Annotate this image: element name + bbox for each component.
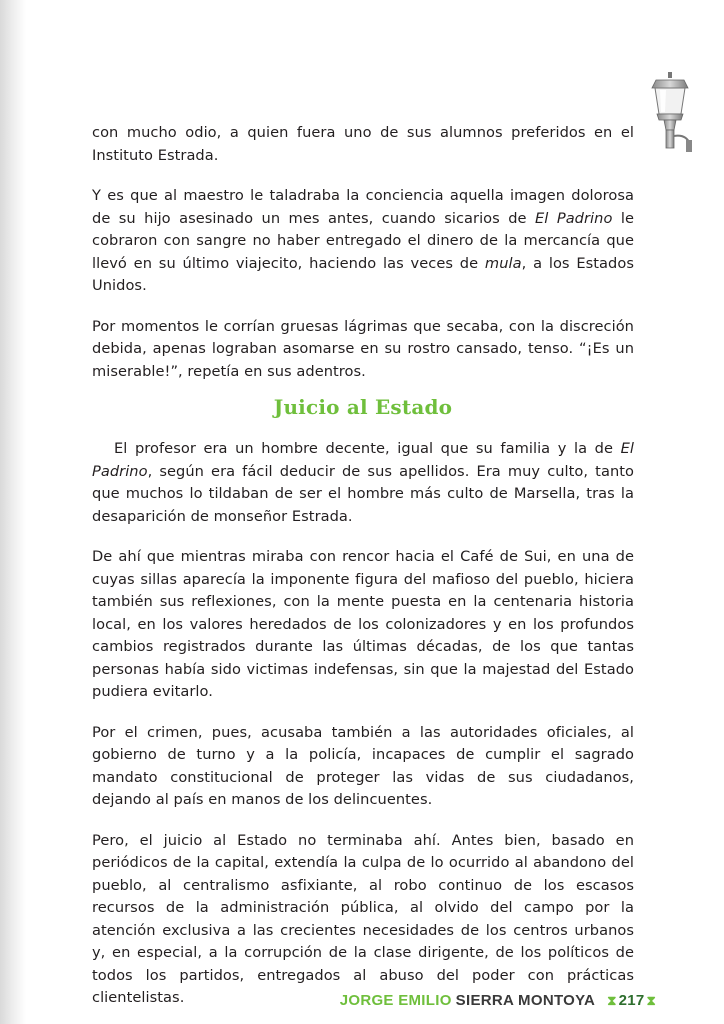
paragraph-4: El profesor era un hombre decente, igual que su familia y la de El Padrino, según era fácil deducir de sus apellidos. Era muy culto, tanto que muchos lo tildaban de ser el hombre más culto de Marsella, tras la desaparición de monseñor Estrada. [92, 440, 634, 525]
page-gutter-shadow [0, 0, 26, 1024]
page-number: 217 [618, 992, 645, 1009]
paragraph-3: Por momentos le corrían gruesas lágrimas que secaba, con la discreción debida, apenas lograban asomarse en su rostro cansado, tenso. “¡Es un miserable!”, repetía en sus adentros. [92, 317, 634, 380]
page-number-box [607, 992, 656, 1009]
paragraph-7: Pero, el juicio al Estado no terminaba ahí. Antes bien, basado en periódicos de la capital, extendía la culpa de lo ocurrido al abandono del pueblo, al centralismo asfixiante, al robo continuo de los escasos recursos de la administración pública, al olvido del campo por la atención exclusiva a las crecientes necesidades de los centros urbanos y, en especial, a la corrupción de la clase dirigente, de los políticos de todos los partidos, entregados al abuso del poder con prácticas clientelistas. [92, 831, 634, 1006]
street-lamp-icon [646, 70, 694, 154]
paragraph-5: De ahí que mientras miraba con rencor hacia el Café de Sui, en una de cuyas sillas aparecía la imponente figura del mafioso del pueblo, hiciera también sus reflexiones, con la mente puesta en la centenaria historia local, en los valores heredados de los colonizadores y en los profundos cambios registrados durante las últimas décadas, de los que tantas personas había sido victimas indefensas, sin que la majestad del Estado pudiera evitarlo. [92, 548, 634, 700]
ornament-right-icon: ⧗ [646, 992, 656, 1008]
paragraph-6: Por el crimen, pues, acusaba también a las autoridades oficiales, al gobierno de turno y a la policía, incapaces de cumplir el sagrado mandato constitucional de proteger las vidas de sus ciudadanos, dejando al país en manos de los delincuentes. [92, 723, 634, 808]
body-text-top [92, 122, 634, 383]
page-footer [340, 992, 656, 1009]
section-heading: Juicio al Estado [273, 395, 453, 419]
ornament-left-icon: ⧗ [607, 992, 617, 1008]
paragraph-2: Y es que al maestro le taladraba la conciencia aquella imagen dolorosa de su hijo asesinado un mes antes, cuando sicarios de El Padrino le cobraron con sangre no haber entregado el dinero de la mercancía que llevó en su último viajecito, haciendo las veces de mula, a los Estados Unidos. [92, 187, 635, 294]
paragraph-1: con mucho odio, a quien fuera uno de sus alumnos preferidos en el Instituto Estrada. [92, 124, 634, 164]
footer-author-given: JORGE EMILIO [339, 992, 452, 1009]
footer-author-surname: SIERRA MONTOYA [455, 992, 596, 1009]
body-text-bottom [92, 438, 634, 1010]
